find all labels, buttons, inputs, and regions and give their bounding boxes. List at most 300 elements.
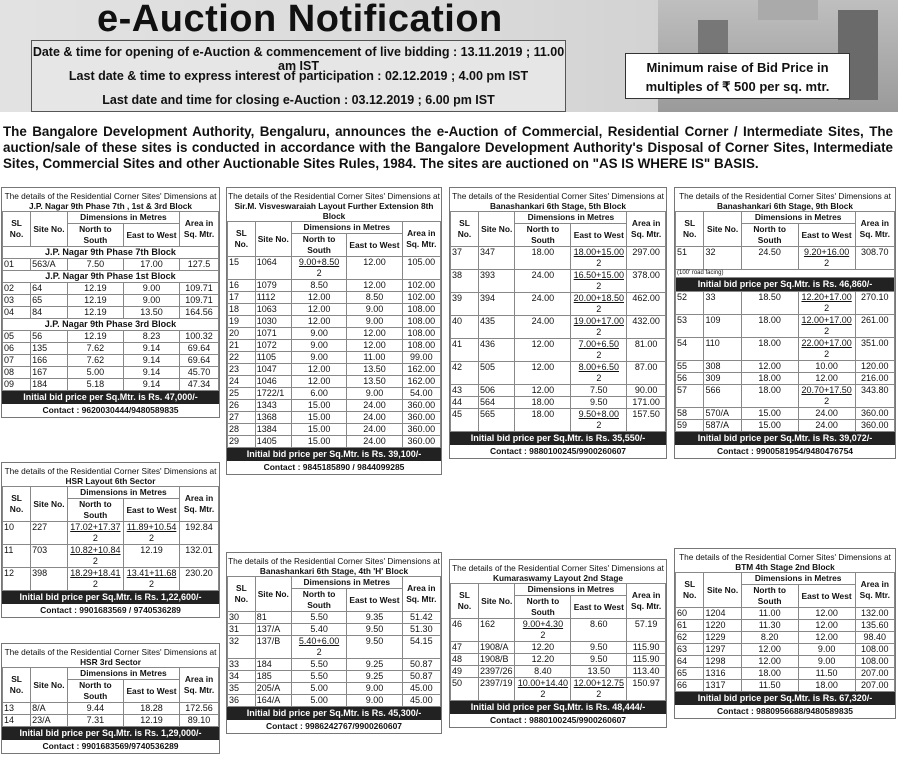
sl-no: 23 — [228, 364, 256, 376]
sites-table — [675, 572, 895, 692]
table-row — [676, 315, 895, 338]
east-west: 9.50 — [347, 636, 402, 659]
date-line-closing: Last date and time for closing e-Auction : 03.12.2019 ; 6.00 pm IST — [102, 93, 495, 107]
panel-caption — [2, 463, 219, 486]
table-row — [3, 307, 219, 319]
sl-header: SL No. — [3, 212, 31, 247]
table-row — [3, 259, 219, 271]
east-west: 24.00 — [347, 436, 402, 448]
area: 157.50 — [627, 409, 666, 432]
site-no: 184 — [31, 379, 68, 391]
caption-line: The details of the Residential Corner Sites' Dimensions at — [4, 647, 217, 657]
north-south: 9.00 — [291, 328, 346, 340]
table-row — [451, 654, 666, 666]
contact-info: Contact : 9900581954/9480476754 — [716, 446, 854, 456]
caption-line: The details of the Residential Corner Sites' Dimensions at — [4, 466, 217, 476]
sl-no: 24 — [228, 376, 256, 388]
east-west: 9.00 — [798, 644, 855, 656]
location-name: HSR 3rd Sector — [80, 657, 141, 667]
east-west-header: East to West — [571, 224, 627, 247]
sl-no: 40 — [451, 316, 479, 339]
site-no: 506 — [478, 385, 515, 397]
site-no: 33 — [704, 292, 741, 315]
table-row — [451, 666, 666, 678]
sl-no: 39 — [451, 293, 479, 316]
east-west — [798, 338, 855, 361]
panel-caption — [450, 560, 666, 583]
north-south: 5.40 — [291, 624, 346, 636]
area: 90.00 — [627, 385, 666, 397]
north-south: 18.00 — [515, 409, 571, 432]
sl-no: 21 — [228, 340, 256, 352]
area: 230.20 — [180, 568, 219, 591]
fraction-value — [523, 619, 563, 641]
site-no: 84 — [31, 307, 68, 319]
site-no: 56 — [31, 331, 68, 343]
fraction-numerator: 11.89+10.54 — [126, 522, 177, 532]
date-line-opening: Date & time for opening of e-Auction & commencement of live bidding : 13.11.2019 ; 11.00 am IST — [32, 45, 565, 73]
fraction-numerator: 12.20+17.00 — [801, 292, 852, 302]
east-west: 24.00 — [798, 408, 855, 420]
caption-line: The details of the Residential Corner Sites' Dimensions at — [679, 552, 891, 562]
north-south — [67, 545, 123, 568]
contact-info: Contact : 9880100245/9900260607 — [489, 715, 627, 725]
east-west: 9.14 — [123, 367, 179, 379]
sl-no: 45 — [451, 409, 479, 432]
east-west: 9.14 — [123, 355, 179, 367]
area: 360.00 — [402, 400, 440, 412]
panel-hsr-3rd — [1, 643, 220, 754]
north-south: 9.44 — [67, 703, 123, 715]
table-row — [228, 671, 441, 683]
north-south: 7.50 — [67, 259, 123, 271]
site-no: 398 — [31, 568, 68, 591]
area: 105.00 — [402, 257, 440, 280]
north-south — [291, 257, 346, 280]
area: 216.00 — [855, 373, 894, 385]
north-south: 5.00 — [291, 695, 346, 707]
area: 192.84 — [180, 522, 219, 545]
panel-caption — [675, 549, 895, 572]
north-south-header: North to South — [67, 224, 123, 247]
east-west: 8.23 — [123, 331, 179, 343]
table-row — [676, 373, 895, 385]
area: 120.00 — [855, 361, 894, 373]
fraction-value — [70, 545, 120, 567]
area: 360.00 — [855, 420, 894, 432]
table-row — [3, 355, 219, 367]
north-south: 15.00 — [291, 400, 346, 412]
table-row — [228, 352, 441, 364]
north-south: 18.00 — [741, 373, 798, 385]
sl-no: 66 — [676, 680, 704, 692]
table-row — [676, 338, 895, 361]
location-name: Kumaraswamy Layout 2nd Stage — [492, 573, 624, 583]
site-no: 309 — [704, 373, 741, 385]
north-south — [515, 678, 571, 701]
dimensions-header: Dimensions in Metres — [67, 212, 179, 224]
min-raise-line2: multiples of ₹ 500 per sq. mtr. — [645, 79, 830, 94]
contact-info: Contact : 9901683569 / 9740536289 — [40, 605, 181, 615]
area: 51.42 — [402, 612, 440, 624]
table-row — [3, 283, 219, 295]
site-no: 436 — [478, 339, 515, 362]
area-header: Area in Sq. Mtr. — [402, 222, 440, 257]
panel-bsk-9th — [674, 187, 896, 459]
sl-no: 52 — [676, 292, 704, 315]
site-no: 65 — [31, 295, 68, 307]
east-west: 9.00 — [347, 683, 402, 695]
site-no: 1297 — [704, 644, 741, 656]
north-south: 18.00 — [741, 385, 798, 408]
panel-bsk-4h — [226, 552, 442, 734]
sl-no: 13 — [3, 703, 31, 715]
north-south: 12.19 — [67, 283, 123, 295]
east-west — [798, 247, 855, 270]
min-raise-box — [625, 53, 850, 99]
table-row — [676, 292, 895, 315]
fraction-value — [70, 522, 120, 544]
site-no: 394 — [478, 293, 515, 316]
table-row — [676, 408, 895, 420]
fraction-value — [801, 315, 851, 337]
fraction-numerator: 10.82+10.84 — [70, 545, 121, 555]
table-row — [676, 656, 895, 668]
east-west — [571, 293, 627, 316]
east-west: 9.00 — [347, 304, 402, 316]
table-row — [451, 397, 666, 409]
sl-header: SL No. — [228, 577, 256, 612]
area: 162.00 — [402, 376, 440, 388]
east-west — [123, 568, 179, 591]
site-no: 435 — [478, 316, 515, 339]
site-no: 64 — [31, 283, 68, 295]
fraction-denominator: 2 — [824, 326, 830, 336]
area: 164.56 — [180, 307, 219, 319]
north-south: 5.50 — [291, 659, 346, 671]
sl-no: 56 — [676, 373, 704, 385]
fraction-denominator: 2 — [149, 533, 155, 543]
panel-caption — [227, 553, 441, 576]
east-west: 9.25 — [347, 671, 402, 683]
north-south-header: North to South — [741, 224, 798, 247]
east-west: 12.00 — [798, 632, 855, 644]
fraction-value — [579, 409, 619, 431]
table-row — [228, 400, 441, 412]
north-south — [291, 636, 346, 659]
fraction-denominator: 2 — [824, 303, 830, 313]
panel-bsk-5th — [449, 187, 667, 459]
area: 360.00 — [855, 408, 894, 420]
fraction-numerator: 7.00+6.50 — [578, 339, 619, 349]
east-west: 11.50 — [798, 668, 855, 680]
table-row — [228, 624, 441, 636]
sites-table — [2, 486, 219, 591]
sl-no: 05 — [3, 331, 31, 343]
area: 432.00 — [627, 316, 666, 339]
east-west — [571, 339, 627, 362]
table-row — [3, 703, 219, 715]
site-no: 566 — [704, 385, 741, 408]
sl-header: SL No. — [228, 222, 256, 257]
table-row — [451, 270, 666, 293]
contact-info: Contact : 9901683569/9740536289 — [42, 741, 179, 751]
fraction-denominator: 2 — [596, 689, 602, 699]
dimensions-header: Dimensions in Metres — [67, 487, 179, 499]
section-row — [3, 319, 219, 331]
bid-price: Initial bid price per Sq.Mtr. is Rs. 45,300/- — [227, 707, 441, 720]
location-name: J.P. Nagar 9th Phase 7th , 1st & 3rd Block — [28, 201, 193, 211]
site-no: 1316 — [704, 668, 741, 680]
page-title: e-Auction Notification — [97, 0, 503, 40]
contact-info: Contact : 9620030444/9480589835 — [42, 405, 179, 415]
site-header: Site No. — [704, 212, 741, 247]
area: 108.00 — [855, 644, 894, 656]
site-header: Site No. — [31, 487, 68, 522]
sl-no: 44 — [451, 397, 479, 409]
north-south: 12.00 — [515, 385, 571, 397]
area: 108.00 — [402, 316, 440, 328]
area: 343.80 — [855, 385, 894, 408]
table-row — [228, 328, 441, 340]
site-no: 135 — [31, 343, 68, 355]
north-south-header: North to South — [291, 589, 346, 612]
north-south: 12.20 — [515, 654, 571, 666]
fraction-denominator: 2 — [92, 579, 98, 589]
table-row — [228, 316, 441, 328]
area: 108.00 — [402, 328, 440, 340]
site-no: 185 — [255, 671, 291, 683]
fraction-denominator: 2 — [92, 533, 98, 543]
panel-caption — [2, 188, 219, 211]
sl-no: 61 — [676, 620, 704, 632]
table-row — [228, 292, 441, 304]
site-no: 1071 — [255, 328, 291, 340]
dimensions-header: Dimensions in Metres — [515, 584, 627, 596]
east-west: 7.50 — [571, 385, 627, 397]
site-no: 137/A — [255, 624, 291, 636]
sl-no: 09 — [3, 379, 31, 391]
table-row — [451, 409, 666, 432]
table-row — [228, 280, 441, 292]
area: 115.90 — [627, 642, 666, 654]
sl-no: 01 — [3, 259, 31, 271]
north-south: 18.50 — [741, 292, 798, 315]
area: 100.32 — [180, 331, 219, 343]
table-row — [676, 644, 895, 656]
site-header: Site No. — [478, 212, 515, 247]
site-no: 1072 — [255, 340, 291, 352]
north-south: 5.00 — [67, 367, 123, 379]
east-west: 9.25 — [347, 659, 402, 671]
sl-no: 58 — [676, 408, 704, 420]
table-row — [228, 612, 441, 624]
location-name: BTM 4th Stage 2nd Block — [735, 562, 835, 572]
north-south — [515, 619, 571, 642]
area: 102.00 — [402, 280, 440, 292]
site-header: Site No. — [255, 577, 291, 612]
north-south-header: North to South — [515, 224, 571, 247]
site-no: 1046 — [255, 376, 291, 388]
north-south — [67, 568, 123, 591]
area: 109.71 — [180, 295, 219, 307]
fraction-denominator: 2 — [149, 579, 155, 589]
area: 162.00 — [402, 364, 440, 376]
fraction-denominator: 2 — [92, 556, 98, 566]
north-south: 8.20 — [741, 632, 798, 644]
east-west: 24.00 — [347, 412, 402, 424]
area: 360.00 — [402, 424, 440, 436]
bid-price: Initial bid price per Sq.Mtr. is Rs. 35,550/- — [450, 432, 666, 445]
fraction-numerator: 17.02+17.37 — [70, 522, 121, 532]
fraction-value — [299, 257, 339, 279]
sl-no: 34 — [228, 671, 256, 683]
north-south: 11.30 — [741, 620, 798, 632]
east-west: 18.28 — [123, 703, 179, 715]
sl-no: 14 — [3, 715, 31, 727]
area-header: Area in Sq. Mtr. — [627, 584, 666, 619]
area: 360.00 — [402, 436, 440, 448]
mid-bid-row — [676, 278, 895, 292]
area: 50.87 — [402, 659, 440, 671]
bid-price: Initial bid price per Sq.Mtr. is Rs. 48,444/- — [450, 701, 666, 714]
sl-no: 35 — [228, 683, 256, 695]
sl-no: 03 — [3, 295, 31, 307]
north-south: 12.19 — [67, 307, 123, 319]
sl-no: 33 — [228, 659, 256, 671]
sl-no: 12 — [3, 568, 31, 591]
table-row — [451, 642, 666, 654]
north-south: 12.00 — [291, 376, 346, 388]
bid-price: Initial bid price per Sq.Mtr. is Rs. 47,000/- — [2, 391, 219, 404]
sites-table — [675, 211, 895, 432]
table-row — [676, 680, 895, 692]
sl-header: SL No. — [3, 668, 31, 703]
area: 150.97 — [627, 678, 666, 701]
east-west: 12.19 — [123, 545, 179, 568]
site-no: 23/A — [31, 715, 68, 727]
area: 45.00 — [402, 683, 440, 695]
area: 308.70 — [855, 247, 894, 270]
site-no: 81 — [255, 612, 291, 624]
area: 99.00 — [402, 352, 440, 364]
sl-no: 60 — [676, 608, 704, 620]
fraction-denominator: 2 — [540, 689, 546, 699]
site-no: 1204 — [704, 608, 741, 620]
east-west: 10.00 — [798, 361, 855, 373]
table-row — [451, 247, 666, 270]
east-west: 11.00 — [347, 352, 402, 364]
area: 132.00 — [855, 608, 894, 620]
fraction-value — [70, 568, 120, 590]
dimensions-header: Dimensions in Metres — [741, 212, 855, 224]
fraction-denominator: 2 — [596, 304, 602, 314]
north-south: 8.50 — [291, 280, 346, 292]
site-no: 110 — [704, 338, 741, 361]
sl-no: 22 — [228, 352, 256, 364]
sl-header: SL No. — [451, 212, 479, 247]
east-west — [798, 385, 855, 408]
sl-no: 28 — [228, 424, 256, 436]
site-no: 167 — [31, 367, 68, 379]
fraction-denominator: 2 — [596, 350, 602, 360]
fraction-value — [127, 522, 177, 544]
fraction-numerator: 18.29+18.41 — [70, 568, 121, 578]
area: 171.00 — [627, 397, 666, 409]
area: 297.00 — [627, 247, 666, 270]
section-title: J.P. Nagar 9th Phase 1st Block — [3, 271, 219, 283]
site-no: 205/A — [255, 683, 291, 695]
panel-hsr-6th — [1, 462, 220, 618]
fraction-numerator: 13.41+11.68 — [126, 568, 177, 578]
sl-no: 10 — [3, 522, 31, 545]
north-south: 12.00 — [291, 304, 346, 316]
fraction-denominator: 2 — [596, 373, 602, 383]
location-name: HSR Layout 6th Sector — [65, 476, 156, 486]
north-south: 12.00 — [741, 361, 798, 373]
fraction-value — [801, 338, 851, 360]
north-south: 24.00 — [515, 270, 571, 293]
east-west: 17.00 — [123, 259, 179, 271]
area-header: Area in Sq. Mtr. — [180, 487, 219, 522]
sl-no: 31 — [228, 624, 256, 636]
area: 51.30 — [402, 624, 440, 636]
caption-line: The details of the Residential Corner Sites' Dimensions at — [228, 556, 440, 566]
dimensions-header: Dimensions in Metres — [741, 573, 855, 585]
table-row — [3, 522, 219, 545]
sl-no: 20 — [228, 328, 256, 340]
site-no: 1229 — [704, 632, 741, 644]
bid-price: Initial bid price per Sq.Mtr. is Rs. 67,320/- — [675, 692, 895, 705]
area-header: Area in Sq. Mtr. — [402, 577, 440, 612]
site-no: 1405 — [255, 436, 291, 448]
area: 45.00 — [402, 695, 440, 707]
site-no: 347 — [478, 247, 515, 270]
table-row — [676, 385, 895, 408]
table-row — [228, 412, 441, 424]
east-west: 9.00 — [123, 295, 179, 307]
sl-no: 62 — [676, 632, 704, 644]
table-row — [3, 331, 219, 343]
contact-info: Contact : 9845185890 / 9844099285 — [263, 462, 405, 472]
east-west — [571, 678, 627, 701]
table-row — [228, 257, 441, 280]
sl-no: 07 — [3, 355, 31, 367]
east-west-header: East to West — [123, 499, 179, 522]
site-header: Site No. — [704, 573, 741, 608]
east-west — [798, 292, 855, 315]
sl-no: 38 — [451, 270, 479, 293]
dimensions-header: Dimensions in Metres — [291, 222, 402, 234]
table-row — [676, 608, 895, 620]
fraction-numerator: 20.00+18.50 — [573, 293, 624, 303]
table-row — [228, 683, 441, 695]
bid-price: Initial bid price per Sq.Mtr. is Rs. 1,22,600/- — [2, 591, 219, 604]
east-west: 8.50 — [347, 292, 402, 304]
east-west-header: East to West — [798, 585, 855, 608]
caption-line: The details of the Residential Corner Sites' Dimensions at — [452, 191, 664, 201]
north-south-header: North to South — [67, 680, 123, 703]
fraction-denominator: 2 — [596, 281, 602, 291]
site-no: 1317 — [704, 680, 741, 692]
table-row — [228, 388, 441, 400]
fraction-value — [574, 247, 624, 269]
east-west: 12.00 — [347, 340, 402, 352]
sl-no: 36 — [228, 695, 256, 707]
table-row — [676, 361, 895, 373]
sites-table — [450, 583, 666, 701]
area: 132.01 — [180, 545, 219, 568]
